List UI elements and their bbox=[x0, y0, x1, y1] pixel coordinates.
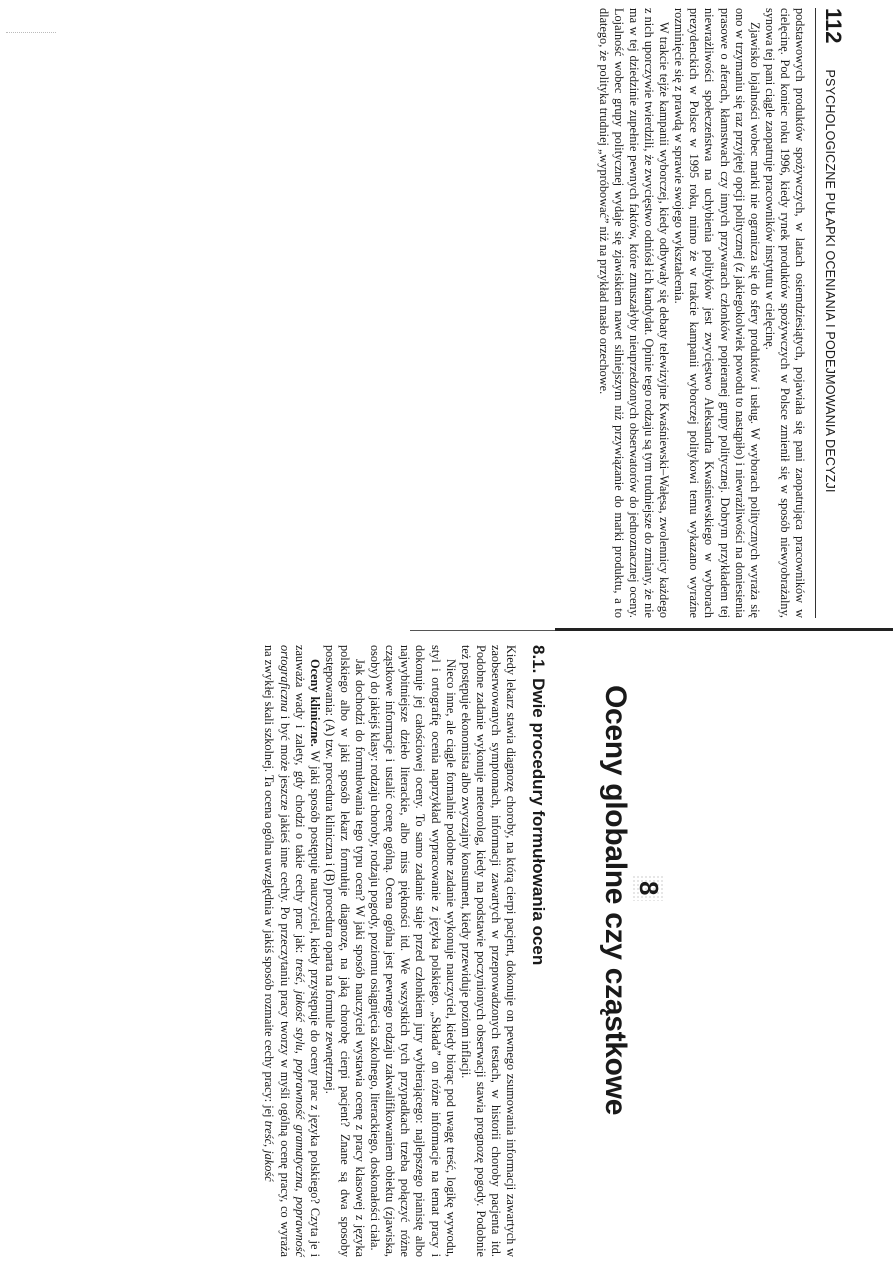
chapter-number: 8 bbox=[633, 875, 664, 901]
chapter-title: Oceny globalne czy cząstkowe bbox=[599, 685, 632, 1116]
header-rule bbox=[815, 8, 816, 618]
chapter-page bbox=[28, 645, 668, 1257]
page-divider-thin bbox=[410, 630, 555, 631]
scan-noise bbox=[6, 32, 56, 37]
chapter-text bbox=[261, 645, 518, 1257]
page-divider bbox=[555, 628, 893, 631]
paragraph bbox=[261, 645, 321, 1257]
paragraph-text: i być może jeszcze jakieś inne cechy. Po przeczytaniu pracy tworzy w myśli ogólną ocenę pracy, co wyraża na zwykłej skali szkolnej. Ta ocena ogólna uwzględnia w jakiś sposób rozmaite cechy pracy: jej bbox=[262, 645, 292, 1257]
paragraph: Nieco inne, ale ciągle formalnie podobne zadanie wykonuje nauczyciel, kiedy biorąc pod uwagę treść, logikę wywodu, styl i ortografię ocenia naprzykład wypracowanie z języka polskiego. „Składa” on różne informacje na temat pracy i dokonuje jej całościowej oceny. To samo zadanie staje przed członkiem jury wybierającego: najlepszego pianistę albo najwybitniejsze dzieło literackie, albo miss piękności itd. We wszystkich tych przypadkach trzeba połączyć różne cząstkowe informacje i ustalić ocenę ogólną. Ocena ogólna jest pewnego rodzaju zakwalifikowaniem obiektu (zjawiska, osoby) do jakiejś klasy: rodzaju choroby, rodzaju pogody, poziomu osiągnięcia szkolnego, literackiego, doskonałości ciała. bbox=[368, 645, 458, 1257]
paragraph: Kiedy lekarz stawia diagnozę choroby, na którą cierpi pacjent, dokonuje on pewnego zsumowania informacji zawartych w zaobserwowanych symptomach, informacji zawartych w przeprowadzonych testach, w historii choroby pacjenta itd. Podobne zadanie wykonuje meteorolog, kiedy na podstawie poczynionych obserwacji stawia prognozę pogody. Podobnie też postępuje ekonomista albo zwyczajny konsument, kiedy przewiduje poziom inflacji. bbox=[458, 645, 518, 1257]
paragraph-italic: treść, jakość bbox=[262, 1120, 277, 1182]
page-112 bbox=[386, 8, 846, 618]
page-112-text bbox=[596, 8, 807, 618]
page-number: 112 bbox=[821, 8, 846, 44]
running-header bbox=[820, 8, 846, 618]
paragraph-italic: treść, jakość stylu, poprawność gramatyczna, poprawność ortograficzna bbox=[277, 645, 307, 1257]
paragraph: Zjawisko lojalności wobec marki nie ogranicza się do sfery produktów i usług. W wyborach politycznych wyraża się ono w trzymaniu się raz przyjętej opcji politycznej (z jakiegokolwiek powodu to nastąpiło) i niewrażliwości na doniesienia prasowe o aferach, kłamstwach czy innych przywarach członków popieranej grupy politycznej. Dobrym przykładem tej niewrażliwości społeczeństwa na uchybienia polityków jest zwycięstwo Aleksandra Kwaśniewskiego w wyborach prezydenckich w Polsce w 1995 roku, mimo że w trakcie kampanii wyborczej politykowi temu wykazano wyraźne rozminięcie się z prawdą w sprawie swojego wykształcenia. bbox=[672, 8, 762, 618]
paragraph: podstawowych produktów spożywczych, w latach osiemdziesiątych, pojawiała się pani zaopatrująca pracowników w cielęcinę. Pod koniec roku 1996, kiedy rynek produktów spożywczych w Polsce zmienił się w sposób niewyobrażalny, synowa tej pani ciągle zaopatruje pracowników instytutu w cielęcinę. bbox=[762, 8, 807, 618]
paragraph-lead: Oceny kliniczne. bbox=[307, 659, 322, 747]
section-heading: 8.1. Dwie procedury formułowania ocen bbox=[529, 645, 548, 966]
paragraph: Jak dochodzi do formułowania tego typu ocen? W jaki sposób nauczyciel wystawia ocenę z pracy klasowej z języka polskiego albo w jaki sposób lekarz formułuje diagnozę, na jaką chorobę cierpi pacjent? Znane są dwa sposoby postępowania: (A) tzw. procedura kliniczna i (B) procedura oparta na formule zewnętrznej. bbox=[322, 645, 368, 1257]
paragraph: W trakcie tejże kampanii wyborczej, kiedy odbywały się debaty telewizyjne Kwaśniewski–Wałęsa, zwolennicy każdego z nich uporczywie twierdzili, że zwycięstwo odniósł ich kandydat. Opinie tego rodzaju są tym trudniejsze do zmiany, że nie ma w tej dziedzinie zupełnie pewnych faktów, które zmuszałyby nieuprzedzonych obserwatorów do jednoznacznej oceny. Lojalność wobec grupy politycznej wydaje się zjawiskiem nawet silniejszym niż przywiązanie do marki produktu, a to dlatego, że polityka trudniej „wypróbować” niż na przykład masło orzechowe. bbox=[596, 8, 672, 618]
running-title: PSYCHOLOGICZNE PUŁAPKI OCENIANIA I PODEJMOWANIA DECYZJI bbox=[823, 69, 837, 493]
paragraph-text: W jaki sposób postępuje nauczyciel, kiedy przystępuje do oceny prac z języka polskiego? Czyta je i zauważa wady i zalety, gdy chodzi o takie cechy prac jak: bbox=[292, 645, 322, 1257]
